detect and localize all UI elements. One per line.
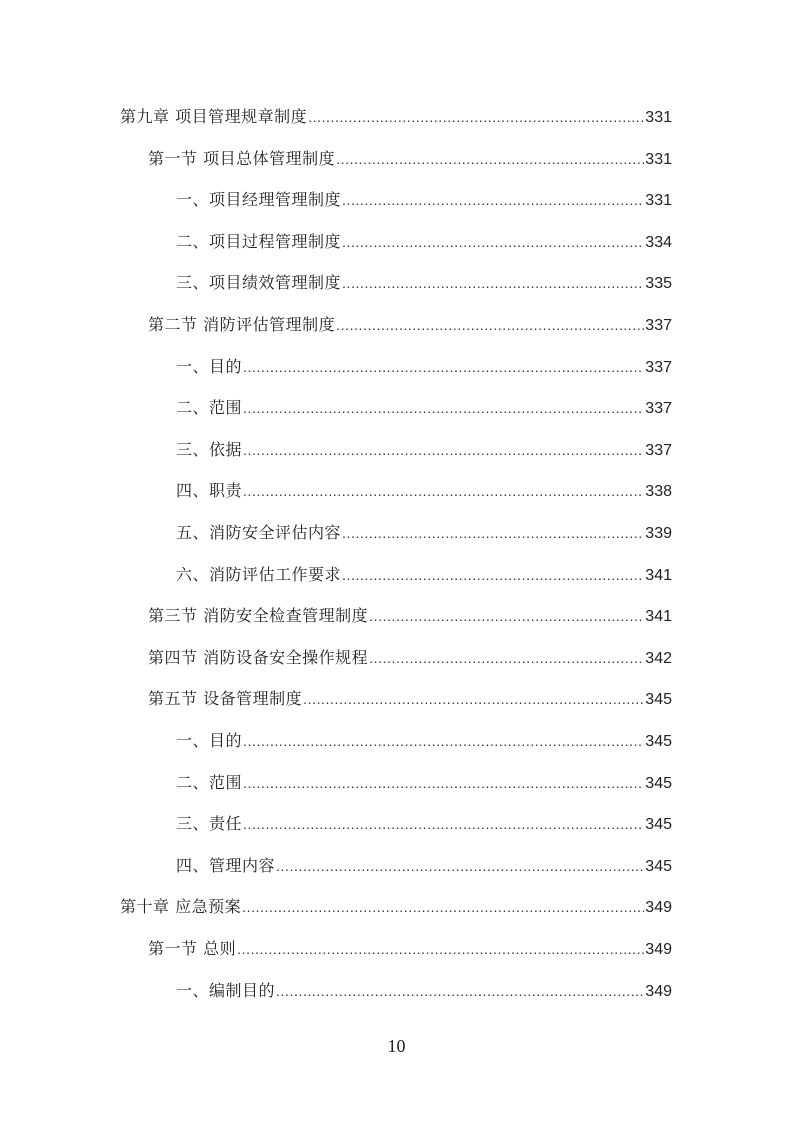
dot-leader [276,853,644,879]
toc-entry-title: 三、责任 [176,814,243,834]
toc-entry-title: 第三节 消防安全检查管理制度 [148,606,369,626]
dot-leader [336,312,644,338]
toc-entry[interactable] [176,811,672,837]
toc-entry-page: 345 [645,691,672,709]
toc-entry-page: 342 [645,649,672,667]
toc-entry-page: 334 [645,233,672,251]
toc-entry-page: 349 [645,941,672,958]
toc-entry[interactable] [176,229,672,255]
dot-leader [243,395,644,421]
toc-entry-title: 第四节 消防设备安全操作规程 [148,647,369,667]
toc-entry[interactable] [176,978,672,1004]
dot-leader [243,770,644,796]
toc-entry-page: 339 [645,525,672,542]
toc-entry-title: 一、目的 [176,731,243,750]
toc-entry-page: 345 [645,816,672,834]
toc-entry-page: 331 [645,150,672,168]
toc-entry-page: 338 [645,483,672,501]
toc-entry-title: 五、消防安全评估内容 [176,523,342,542]
dot-leader [276,978,644,1004]
toc-entry-title: 二、范围 [176,772,243,792]
toc-entry-title: 一、项目经理管理制度 [176,190,342,210]
toc-entry[interactable] [120,104,672,130]
toc-entry-page: 349 [645,899,672,917]
toc-entry-page: 337 [645,441,672,459]
toc-entry[interactable] [148,146,672,172]
toc-entry[interactable] [176,187,672,213]
toc-entry-title: 三、依据 [176,439,243,459]
toc-entry-title: 四、职责 [176,481,243,501]
toc-entry-page: 341 [645,566,672,584]
toc-entry-title: 一、目的 [176,356,243,376]
toc-entry[interactable] [176,728,672,754]
toc-entry-page: 335 [645,275,672,293]
toc-entry-title: 第一节 项目总体管理制度 [148,148,336,168]
toc-entry-page: 349 [645,982,672,1000]
toc-entry[interactable] [148,603,672,629]
toc-entry[interactable] [176,853,672,879]
toc-entry[interactable] [176,354,672,380]
toc-entry-page: 337 [645,358,672,376]
dot-leader [237,936,644,962]
dot-leader [342,270,644,296]
toc-entry[interactable] [148,936,672,962]
toc-entry[interactable] [176,770,672,796]
dot-leader [303,686,644,712]
dot-leader [369,603,644,629]
toc-entry-title: 第五节 设备管理制度 [148,689,303,709]
dot-leader [243,478,644,504]
toc-entry[interactable] [176,437,672,463]
dot-leader [308,104,644,130]
dot-leader [243,728,644,754]
toc-entry[interactable] [176,270,672,296]
toc-entry-title: 第九章 项目管理规章制度 [120,107,308,126]
dot-leader [243,437,644,463]
toc-entry-title: 第十章 应急预案 [120,897,242,917]
dot-leader [342,187,644,213]
dot-leader [243,811,644,837]
toc-entry-page: 341 [645,608,672,626]
toc-entry[interactable] [176,478,672,504]
toc-entry-title: 一、编制目的 [176,980,276,1000]
toc-entry-title: 二、范围 [176,398,243,418]
dot-leader [342,562,644,588]
page-number: 10 [387,1036,406,1056]
dot-leader [242,894,644,920]
toc-entry-page: 331 [645,192,672,210]
toc-entry-page: 331 [645,109,672,126]
dot-leader [336,146,644,172]
toc-entry[interactable] [120,894,672,920]
toc-entry-title: 三、项目绩效管理制度 [176,273,342,293]
dot-leader [243,354,644,380]
toc-entry[interactable] [148,686,672,712]
toc-entry-page: 337 [645,400,672,418]
toc-entry-title: 六、消防评估工作要求 [176,564,342,584]
toc-entry[interactable] [148,312,672,338]
toc-entry-page: 345 [645,774,672,792]
toc-entry-title: 二、项目过程管理制度 [176,231,342,251]
toc-entry[interactable] [176,562,672,588]
toc-entry-page: 345 [645,733,672,750]
toc-entry-title: 四、管理内容 [176,855,276,875]
dot-leader [342,520,644,546]
toc-entry-title: 第一节 总则 [148,939,237,958]
toc-entry-page: 345 [645,857,672,875]
dot-leader [342,229,644,255]
toc-entry[interactable] [148,645,672,671]
toc-entry-title: 第二节 消防评估管理制度 [148,315,336,334]
toc-entry[interactable] [176,520,672,546]
toc-entry[interactable] [176,395,672,421]
toc-entry-page: 337 [645,317,672,334]
dot-leader [369,645,644,671]
